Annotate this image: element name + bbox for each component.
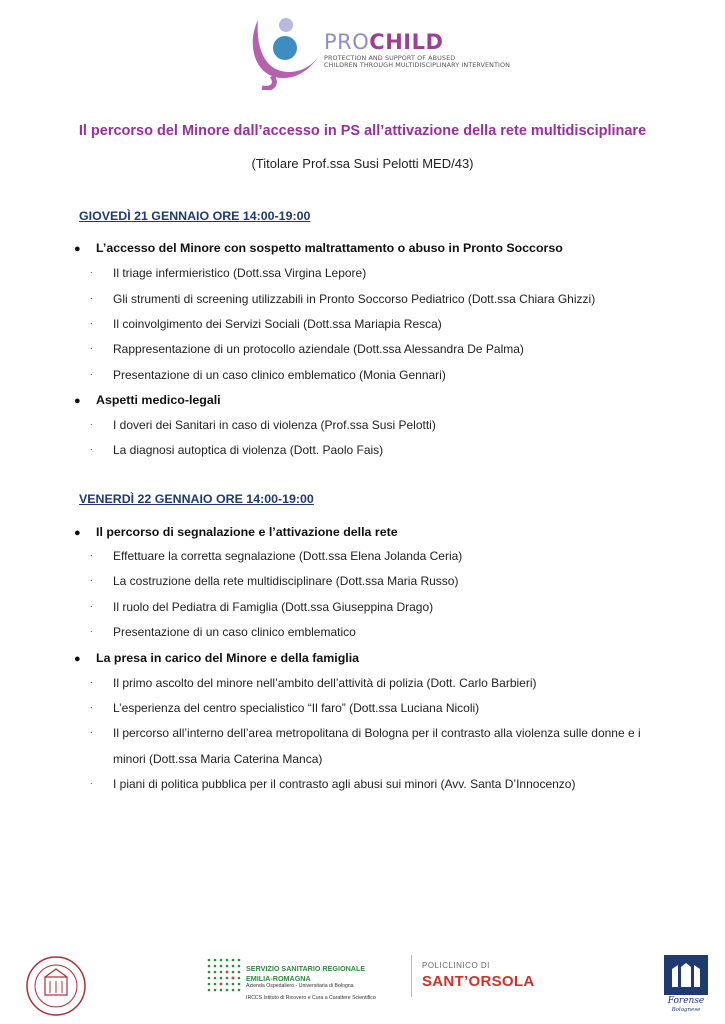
list-item: · La costruzione della rete multidisciplinare (Dott.ssa Maria Russo): [90, 574, 459, 588]
list-item: · Gli strumenti di screening utilizzabili in Pronto Soccorso Pediatrico (Dott.ssa Chiara Ghizzi): [90, 292, 596, 306]
list-item: · Il triage infermieristico (Dott.ssa Virgina Lepore): [90, 266, 367, 280]
list-item: · Presentazione di un caso clinico emblematico: [90, 625, 356, 639]
list-item: · Il percorso all’interno dell’area metropolitana di Bologna per il contrasto alla violenza sulle donne e i minori (Dott.ssa Maria Caterina Manca): [90, 726, 641, 766]
prochild-logo: [250, 10, 520, 90]
list-item: · L’esperienza del centro specialistico “Il faro” (Dott.ssa Luciana Nicoli): [90, 701, 480, 715]
list-item: · Effettuare la corretta segnalazione (Dott.ssa Elena Jolanda Ceria): [90, 549, 463, 563]
university-seal-logo: [25, 955, 87, 1017]
list-item: · I piani di politica pubblica per il contrasto agli abusi sui minori (Avv. Santa D’Innocenzo): [90, 777, 576, 791]
prochild-wordmark: PROCHILD: [324, 30, 444, 54]
day-heading-1: GIOVEDÌ 21 GENNAIO ORE 14:00-19:00: [79, 209, 311, 223]
footer-divider: [411, 955, 412, 997]
section-title: ● Aspetti medico-legali: [74, 393, 221, 407]
forense-bolognese-logo: [664, 955, 708, 1015]
page-title: Il percorso del Minore dall’accesso in PS all’attivazione della rete multidisciplinare: [78, 123, 647, 139]
list-item: · La diagnosi autoptica di violenza (Dott. Paolo Fais): [90, 443, 384, 457]
section-title: ● La presa in carico del Minore e della famiglia: [74, 651, 360, 665]
list-item: · Il ruolo del Pediatra di Famiglia (Dott.ssa Giuseppina Drago): [90, 600, 434, 614]
list-item: · Il coinvolgimento dei Servizi Sociali (Dott.ssa Mariapia Resca): [90, 317, 442, 331]
day-heading-2: VENERDÌ 22 GENNAIO ORE 14:00-19:00: [79, 492, 314, 506]
list-item: · Rappresentazione di un protocollo aziendale (Dott.ssa Alessandra De Palma): [90, 342, 524, 356]
page-subtitle: (Titolare Prof.ssa Susi Pelotti MED/43): [251, 156, 474, 171]
prochild-mark-icon: [250, 10, 324, 90]
list-item: · Il primo ascolto del minore nell’ambito dell’attività di polizia (Dott. Carlo Barbieri): [90, 676, 537, 690]
santorsola-logo: SANT’ORSOLA: [422, 973, 535, 990]
list-item: · Presentazione di un caso clinico emblematico (Monia Gennari): [90, 368, 446, 382]
section-title: ● Il percorso di segnalazione e l’attivazione della rete: [74, 525, 398, 539]
list-item: · I doveri dei Sanitari in caso di violenza (Prof.ssa Susi Pelotti): [90, 418, 436, 432]
ssr-emilia-romagna-logo: SERVIZIO SANITARIO REGIONALE EMILIA-ROMAGNA Azienda Ospedaliero - Universitaria di Bologna IRCCS Istituto di Ricovero e Cura a Carattere Scientifico: [206, 955, 411, 1005]
policlinico-label: POLICLINICO DI: [422, 961, 490, 970]
section-title: ● L’accesso del Minore con sospetto maltrattamento o abuso in Pronto Soccorso: [74, 241, 563, 255]
ssr-grid-icon: [206, 957, 242, 993]
prochild-tagline: PROTECTION AND SUPPORT OF ABUSED CHILDREN THROUGH MULTIDISCIPLINARY INTERVENTION: [324, 54, 511, 70]
